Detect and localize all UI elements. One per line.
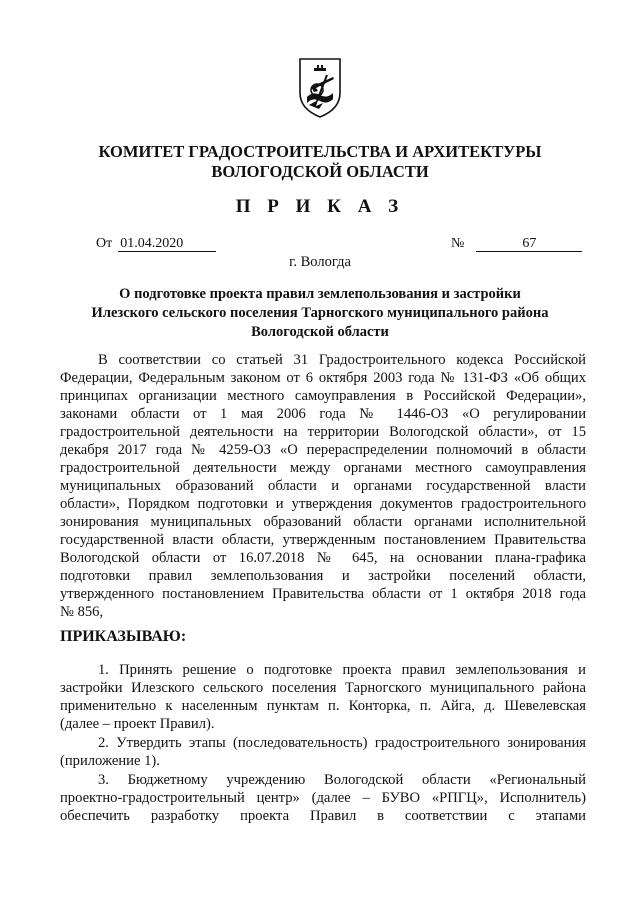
item-line: применительно к населенным пунктам п. Конторка, п. Айга, д. Шевелевская — [60, 698, 586, 714]
preamble-line: № 856, — [60, 604, 104, 620]
number-value: 67 — [476, 237, 582, 252]
date-value: 01.04.2020 — [118, 237, 216, 252]
preamble-line: В соответствии со статьей 31 Градостроительного кодекса Российской — [98, 352, 586, 368]
vologda-coat-of-arms-icon — [297, 57, 343, 119]
preamble-line: государственной власти области, утвержденным постановлением Правительства — [60, 532, 586, 548]
preamble-line: зонирования муниципальных образований области органами исполнительной — [60, 514, 586, 530]
item-line: 1. Принять решение о подготовке проекта правил землепользования и — [98, 662, 586, 678]
preamble-line: утвержденного постановлением Правительства области от 1 октября 2018 года — [60, 586, 586, 602]
preamble-line: Федерации, Федеральным законом от 6 октября 2003 года № 131-ФЗ «Об общих — [60, 370, 586, 386]
order-subject — [60, 285, 580, 342]
preamble-line: декабря 2017 года № 4259-ОЗ «О перераспределении полномочий в области — [60, 442, 586, 458]
preamble-line: области», Порядком подготовки и утверждения документов градостроительного — [60, 496, 586, 512]
order-heading: ПРИКАЗЫВАЮ: — [60, 628, 187, 645]
item-line: 3. Бюджетному учреждению Вологодской области «Региональный — [98, 772, 586, 788]
item-line: (далее – проект Правил). — [60, 716, 215, 732]
subject-line: Вологодской области — [251, 324, 389, 340]
preamble-line: градостроительной деятельности между органами местного самоуправления — [60, 460, 586, 476]
city-name: г. Вологда — [289, 254, 351, 270]
item-line: обеспечить разработку проекта Правил в соответствии с этапами — [60, 808, 586, 824]
organization-name-line2: ВОЛОГОДСКОЙ ОБЛАСТИ — [211, 162, 429, 181]
item-line: застройки Илезского сельского поселения Тарногского муниципального района — [60, 680, 586, 696]
preamble-line: градостроительной деятельности на территории Вологодской области», от 15 — [60, 424, 586, 440]
item-line: (приложение 1). — [60, 753, 160, 769]
number-label: № — [451, 236, 465, 251]
item-line: 2. Утвердить этапы (последовательность) градостроительного зонирования — [98, 735, 586, 751]
preamble-line: подготовки правил землепользования и застройки поселений области, — [60, 568, 586, 584]
subject-line: Илезского сельского поселения Тарногского муниципального района — [91, 305, 549, 321]
preamble-line: Вологодской области от 16.07.2018 № 645, на основании плана-графика — [60, 550, 586, 566]
preamble-line: принципах организации местного самоуправления в Российской Федерации», — [60, 388, 586, 404]
date-label: От — [96, 236, 113, 251]
date-field — [96, 236, 216, 252]
organization-name-line1: КОМИТЕТ ГРАДОСТРОИТЕЛЬСТВА И АРХИТЕКТУРЫ — [98, 142, 542, 161]
subject-line: О подготовке проекта правил землепользования и застройки — [119, 286, 521, 302]
preamble-line: муниципальных образований области и органами государственной власти — [60, 478, 586, 494]
preamble-line: законами области от 1 мая 2006 года № 1446-ОЗ «О регулировании — [60, 406, 586, 422]
item-line: проектно-градостроительный центр» (далее – БУВО «РПГЦ», Исполнитель) — [60, 790, 586, 806]
number-field — [451, 236, 582, 252]
document-type-title: П Р И К А З — [235, 196, 405, 217]
